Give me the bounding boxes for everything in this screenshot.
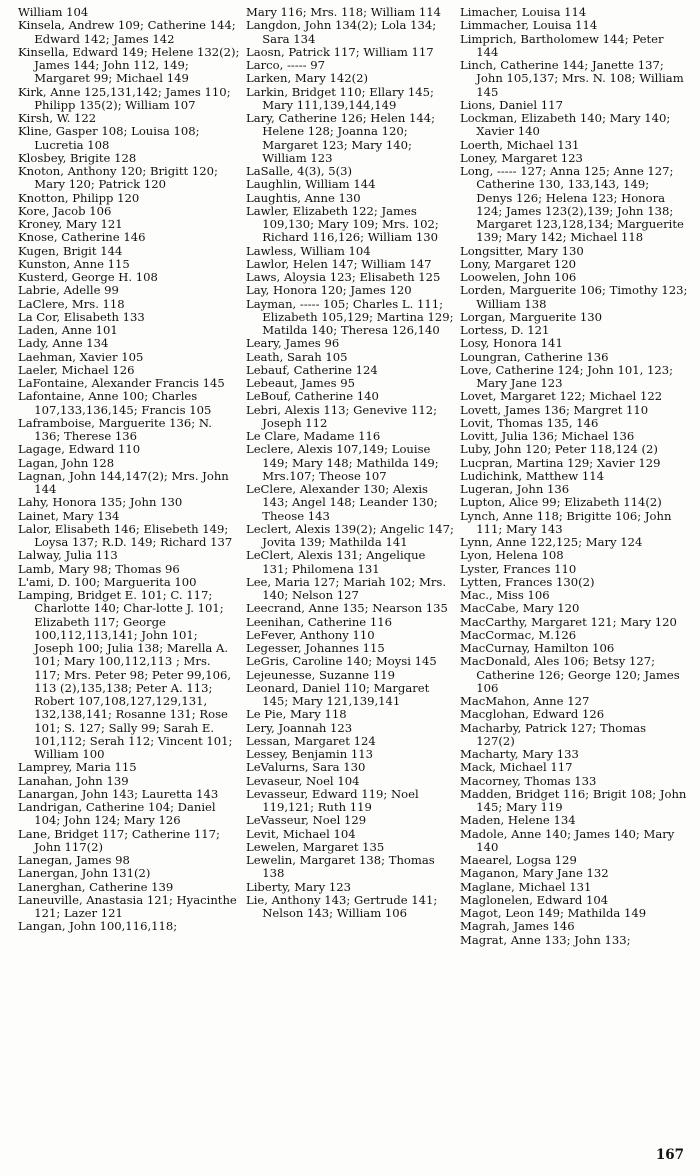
index-entry: Lawlor, Helen 147; William 147 <box>246 256 432 271</box>
index-entry: Leonard, Daniel 110; Margaret 145; Mary 121,139,141 <box>246 680 430 708</box>
index-entry: L'ami, D. 100; Marguerita 100 <box>18 574 197 589</box>
index-entry: Magot, Leon 149; Mathilda 149 <box>460 906 647 920</box>
index-entry: Ludichink, Matthew 114 <box>460 468 604 483</box>
index-entry: Macharby, Patrick 127; Thomas 127(2) <box>460 720 647 748</box>
index-entry: Levit, Michael 104 <box>246 826 356 841</box>
index-entry: Langan, John 100,116,118; <box>18 919 178 934</box>
index-entry: MacCabe, Mary 120 <box>460 601 580 616</box>
index-entry: Kline, Gasper 108; Louisa 108; Lucretia 108 <box>18 124 200 152</box>
index-entry: Lewelin, Margaret 138; Thomas 138 <box>246 853 435 881</box>
index-entry: Mary 116; Mrs. 118; William 114 <box>246 5 441 19</box>
index-entry: Laws, Aloysia 123; Elisabeth 125 <box>246 270 441 284</box>
index-entry: Kirk, Anne 125,131,142; James 110; Philipp 135(2); William 107 <box>18 84 231 112</box>
index-entry: Lie, Anthony 143; Gertrude 141; Nelson 143; William 106 <box>246 892 438 920</box>
index-entry: Linch, Catherine 144; Janette 137; John 105,137; Mrs. N. 108; William 145 <box>460 58 684 99</box>
index-entry: Lebri, Alexis 113; Genevive 112; Joseph 112 <box>246 402 437 430</box>
index-entry: Lytten, Frances 130(2) <box>460 574 595 589</box>
index-entry: Le Pie, Mary 118 <box>246 707 347 722</box>
index-entry: Lupton, Alice 99; Elizabeth 114(2) <box>460 495 662 510</box>
index-entry: Levasseur, Edward 119; Noel 119,121; Ruth 119 <box>246 786 419 814</box>
index-entry: Lanegan, James 98 <box>18 853 130 867</box>
index-entry: Larco, ----- 97 <box>246 58 326 72</box>
index-entry: Leclert, Alexis 139(2); Angelic 147; Jovita 139; Mathilda 141 <box>246 521 454 549</box>
index-entry: Loungran, Catherine 136 <box>460 349 609 364</box>
index-entry: LeFever, Anthony 110 <box>246 627 375 642</box>
index-entry: Lee, Maria 127; Mariah 102; Mrs. 140; Nelson 127 <box>246 574 447 602</box>
index-entry: Maearel, Logsa 129 <box>460 853 577 867</box>
index-entry: Lyster, Frances 110 <box>460 561 577 576</box>
index-entry: Lamprey, Maria 115 <box>18 760 137 775</box>
index-entry: Laeler, Michael 126 <box>18 362 135 377</box>
index-entry: Legesser, Johannes 115 <box>246 641 385 655</box>
index-entry: Kinsella, Edward 149; Helene 132(2); James 144; John 112, 149; Margaret 99; Michael 149 <box>18 44 240 86</box>
index-entry: Lagan, John 128 <box>18 455 115 470</box>
index-entry: Lugeran, John 136 <box>460 482 570 496</box>
index-entry: Lucpran, Martina 129; Xavier 129 <box>460 455 661 470</box>
index-entry: Lynch, Anne 118; Brigitte 106; John 111; Mary 143 <box>460 508 672 536</box>
index-entry: Macharty, Mary 133 <box>460 747 579 761</box>
index-entry: Lery, Joannah 123 <box>246 720 353 735</box>
index-entry: Layman, ----- 105; Charles L. 111; Elizabeth 105,129; Martina 129; Matilda 140; Theresa 126,140 <box>246 296 454 337</box>
index-entry: Lanerghan, Catherine 139 <box>18 879 174 894</box>
index-entry: LeBouf, Catherine 140 <box>246 389 379 404</box>
index-entry: Lockman, Elizabeth 140; Mary 140; Xavier 140 <box>460 111 671 139</box>
index-entry: Maglane, Michael 131 <box>460 879 592 894</box>
index-entry: Langdon, John 134(2); Lola 134; Sara 134 <box>246 18 437 46</box>
index-entry: Leclere, Alexis 107,149; Louise 149; Mary 148; Mathilda 149; Mrs.107; Theose 107 <box>246 442 439 483</box>
index-entry: Lovitt, Julia 136; Michael 136 <box>460 429 635 443</box>
index-entry: Leath, Sarah 105 <box>246 349 348 364</box>
index-entry: Leary, James 96 <box>246 336 340 351</box>
index-column-2 <box>246 6 454 920</box>
index-entry: Madole, Anne 140; James 140; Mary 140 <box>460 826 675 854</box>
index-entry: Lynn, Anne 122,125; Mary 124 <box>460 535 643 549</box>
index-entry: Larkin, Bridget 110; Ellary 145; Mary 111,139,144,149 <box>246 84 434 112</box>
index-entry: Kirsh, W. 122 <box>18 111 97 125</box>
index-entry: Lahy, Honora 135; John 130 <box>18 495 183 510</box>
index-entry: Lovit, Thomas 135, 146 <box>460 415 599 430</box>
index-entry: Lawler, Elizabeth 122; James 109,130; Mary 109; Mrs. 102; Richard 116,126; William 130 <box>246 203 439 245</box>
index-entry: Leenihan, Catherine 116 <box>246 614 392 629</box>
index-entry: Lessey, Benjamin 113 <box>246 747 374 761</box>
index-entry: Knotton, Philipp 120 <box>18 190 140 205</box>
index-entry: Loerth, Michael 131 <box>460 137 580 152</box>
index-entry: Lovet, Margaret 122; Michael 122 <box>460 389 663 404</box>
index-entry: LaSalle, 4(3), 5(3) <box>246 164 353 178</box>
index-entry: Maglonelen, Edward 104 <box>460 892 609 907</box>
index-entry: Lanergan, John 131(2) <box>18 866 151 881</box>
index-entry: LeGris, Caroline 140; Moysi 145 <box>246 654 437 669</box>
index-entry: Lary, Catherine 126; Helen 144; Helene 128; Joanna 120; Margaret 123; Mary 140; William 123 <box>246 111 436 165</box>
index-entry: Lagage, Edward 110 <box>18 442 141 457</box>
index-entry: Lady, Anne 134 <box>18 336 109 351</box>
index-entry: Laehman, Xavier 105 <box>18 349 144 364</box>
index-entry: Lorden, Marguerite 106; Timothy 123; William 138 <box>460 283 688 311</box>
index-entry: Lorgan, Marguerite 130 <box>460 309 603 324</box>
index-entry: Laosn, Patrick 117; William 117 <box>246 44 434 59</box>
index-column-1 <box>18 6 240 934</box>
index-entry: William 104 <box>18 5 89 19</box>
index-entry: MacMahon, Anne 127 <box>460 694 590 708</box>
index-entry: Lainet, Mary 134 <box>18 508 120 523</box>
index-entry: Lewelen, Margaret 135 <box>246 839 385 854</box>
index-entry: Kore, Jacob 106 <box>18 203 112 218</box>
index-entry: Kinsela, Andrew 109; Catherine 144; Edward 142; James 142 <box>18 18 236 46</box>
index-entry: LaClere, Mrs. 118 <box>18 296 125 311</box>
index-entry: Lanargan, John 143; Lauretta 143 <box>18 786 219 801</box>
index-entry: Lanahan, John 139 <box>18 773 129 788</box>
index-entry: LeVasseur, Noel 129 <box>246 813 367 828</box>
index-entry: Knose, Catherine 146 <box>18 230 146 245</box>
index-entry: Macglohan, Edward 126 <box>460 707 605 722</box>
index-entry: MacCarthy, Margaret 121; Mary 120 <box>460 614 677 629</box>
index-entry: Laframboise, Marguerite 136; N. 136; Therese 136 <box>18 415 212 443</box>
index-entry: La Cor, Elisabeth 133 <box>18 309 145 324</box>
index-entry: Lamb, Mary 98; Thomas 96 <box>18 561 180 576</box>
index-entry: Lamping, Bridget E. 101; C. 117; Charlotte 140; Char-lotte J. 101; Elizabeth 117; George 100,112,113,141; John 101; Joseph 100; Julia 138; Marella A. 101; Mary 100,112,113 ; Mrs. 117; Mrs. Peter 98; Peter 99,106, 113 (2),135,138; Peter A. 113; Robert 107,108,127,129,131, 132,138,141; Rosanne 131; Rose 101; S. 127; Sally 99; Sarah E. 101,112; Serah 112; Vincent 101; William 100 <box>18 588 233 761</box>
index-entry: Lejeunesse, Suzanne 119 <box>246 667 395 682</box>
index-entry: Madden, Bridget 116; Brigit 108; John 145; Mary 119 <box>460 786 687 814</box>
index-entry: Longsitter, Mary 130 <box>460 243 584 258</box>
index-entry: Lovett, James 136; Margret 110 <box>460 402 649 417</box>
index-entry: MacCurnay, Hamilton 106 <box>460 641 615 655</box>
index-entry: Lalway, Julia 113 <box>18 548 118 563</box>
index-entry: Lay, Honora 120; James 120 <box>246 283 412 298</box>
index-entry: Love, Catherine 124; John 101, 123; Mary Jane 123 <box>460 362 673 390</box>
index-entry: Lalor, Elisabeth 146; Elisebeth 149; Loysa 137; R.D. 149; Richard 137 <box>18 521 233 549</box>
index-entry: Long, ----- 127; Anna 125; Anne 127; Catherine 130, 133,143, 149; Denys 126; Helena 123; Honora 124; James 123(2),139; John 138; Margaret 123,128,134; Marguerite 139; Mary 142; Michael 118 <box>460 164 684 245</box>
page-number: 167 <box>655 1147 684 1163</box>
index-entry: Levaseur, Noel 104 <box>246 773 360 788</box>
index-entry: Lebauf, Catherine 124 <box>246 362 378 377</box>
index-entry: Magrah, James 146 <box>460 919 575 934</box>
index-entry: Mack, Michael 117 <box>460 760 573 775</box>
index-entry: Luby, John 120; Peter 118,124 (2) <box>460 442 658 457</box>
index-entry: Labrie, Adelle 99 <box>18 283 119 298</box>
index-entry: Knoton, Anthony 120; Brigitt 120; Mary 120; Patrick 120 <box>18 164 218 192</box>
index-entry: Kunston, Anne 115 <box>18 256 130 271</box>
index-entry: Laughlin, William 144 <box>246 177 376 192</box>
index-entry: Losy, Honora 141 <box>460 336 563 351</box>
index-entry: Mac., Miss 106 <box>460 588 550 602</box>
index-entry: Lebeaut, James 95 <box>246 376 356 390</box>
index-entry: Liberty, Mary 123 <box>246 879 351 894</box>
index-entry: Maden, Helene 134 <box>460 813 576 828</box>
index-entry: MacCormac, M.126 <box>460 627 577 642</box>
index-entry: Lions, Daniel 117 <box>460 97 563 112</box>
index-entry: Lessan, Margaret 124 <box>246 733 376 748</box>
index-entry: Laneuville, Anastasia 121; Hyacinthe 121; Lazer 121 <box>18 892 237 920</box>
index-entry: Leecrand, Anne 135; Nearson 135 <box>246 601 448 616</box>
index-entry: Laughtis, Anne 130 <box>246 190 361 205</box>
index-entry: Le Clare, Madame 116 <box>246 429 381 443</box>
index-entry: Lagnan, John 144,147(2); Mrs. John 144 <box>18 468 229 496</box>
index-entry: Maganon, Mary Jane 132 <box>460 866 609 881</box>
index-entry: LeValurns, Sara 130 <box>246 760 366 775</box>
index-entry: Lyon, Helena 108 <box>460 548 564 563</box>
index-entry: Lortess, D. 121 <box>460 323 550 337</box>
index-entry: Lafontaine, Anne 100; Charles 107,133,136,145; Francis 105 <box>18 389 212 417</box>
index-entry: Limprich, Bartholomew 144; Peter 144 <box>460 31 664 59</box>
index-entry: Larken, Mary 142(2) <box>246 71 368 86</box>
index-entry: Limmacher, Louisa 114 <box>460 18 598 33</box>
index-entry: Limacher, Louisa 114 <box>460 5 587 19</box>
index-column-3 <box>460 6 688 947</box>
index-entry: MacDonald, Ales 106; Betsy 127; Catherine 126; George 120; James 106 <box>460 654 680 695</box>
index-entry: Lawless, William 104 <box>246 243 371 258</box>
index-entry: Klosbey, Brigite 128 <box>18 150 137 165</box>
index-entry: LaFontaine, Alexander Francis 145 <box>18 376 225 390</box>
index-entry: Macorney, Thomas 133 <box>460 773 597 788</box>
index-entry: Laden, Anne 101 <box>18 323 118 337</box>
index-entry: Kugen, Brigit 144 <box>18 243 123 258</box>
index-entry: LeClert, Alexis 131; Angelique 131; Philomena 131 <box>246 548 426 576</box>
index-entry: Loney, Margaret 123 <box>460 150 583 165</box>
index-entry: Lane, Bridget 117; Catherine 117; John 117(2) <box>18 826 220 854</box>
index-entry: Kusterd, George H. 108 <box>18 270 158 284</box>
index-entry: Landrigan, Catherine 104; Daniel 104; John 124; Mary 126 <box>18 800 216 828</box>
index-entry: Lony, Margaret 120 <box>460 256 577 271</box>
index-entry: LeClere, Alexander 130; Alexis 143; Angel 148; Leander 130; Theose 143 <box>246 482 438 523</box>
index-entry: Kroney, Mary 121 <box>18 217 123 231</box>
index-entry: Loowelen, John 106 <box>460 270 577 284</box>
index-entry: Magrat, Anne 133; John 133; <box>460 932 631 947</box>
